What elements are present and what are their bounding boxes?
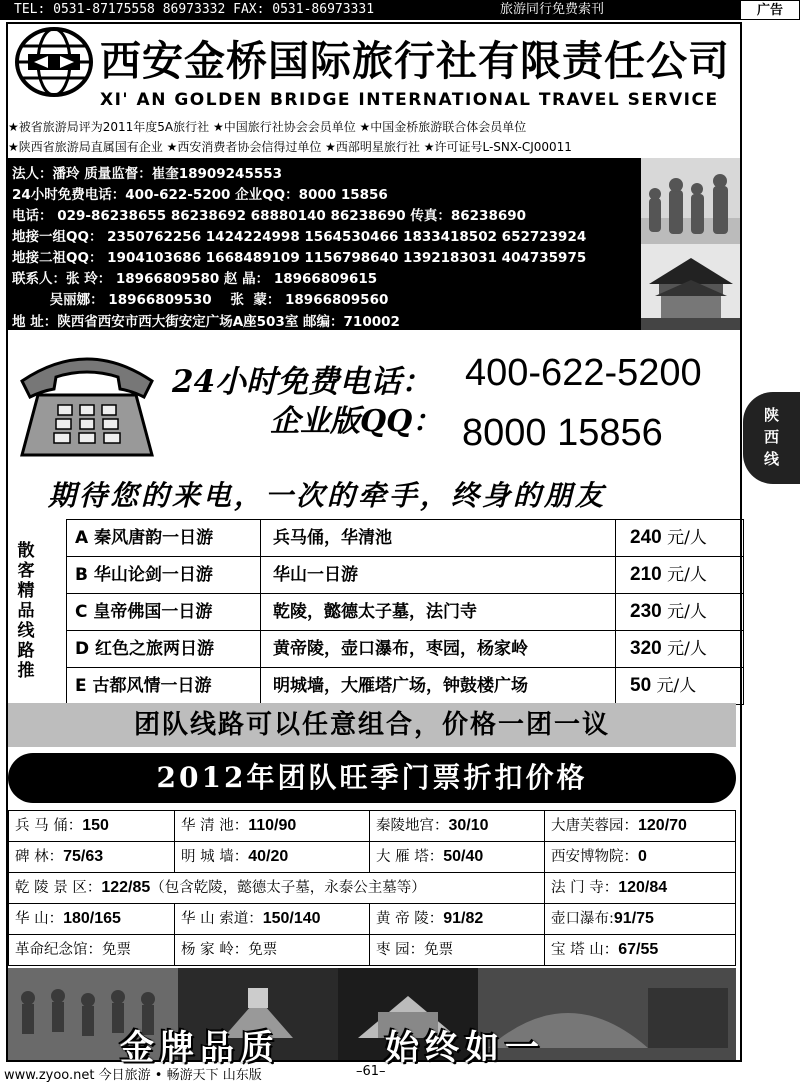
address-line: 地 址：陕西省西安市西大街安定广场A座503室 邮编：710002 (12, 314, 400, 330)
ticket-label: 西安博物院： (551, 849, 638, 865)
route-row (66, 557, 744, 594)
ticket-cell (545, 842, 736, 872)
ticket-cell (8, 842, 175, 872)
ticket-label: 兵 马 俑： (15, 818, 83, 834)
ticket-cell-wide (8, 873, 545, 903)
page-number: –61– (356, 1064, 386, 1079)
route-price-value: 230 (630, 601, 662, 622)
route-name: D 红色之旅两日游 (66, 631, 261, 667)
ad-label: 广告 (740, 0, 800, 20)
ticket-label: 黄 帝 陵： (376, 911, 444, 927)
ticket-value: 50/40 (443, 848, 484, 865)
route-price (616, 557, 744, 593)
side-tab-text: 陕 西 线 (763, 406, 779, 468)
route-price-value: 210 (630, 564, 662, 585)
route-price (616, 594, 744, 630)
ticket-value: 0 (638, 848, 647, 865)
route-row (66, 594, 744, 631)
route-price-value: 320 (630, 638, 662, 659)
route-price-value: 50 (630, 675, 652, 696)
ticket-cell (545, 873, 736, 903)
ticket-cell (545, 935, 736, 965)
combo-banner: 团队线路可以任意组合，价格一团一议 (8, 703, 736, 747)
palace-photo (641, 244, 740, 330)
routes-grid (66, 519, 744, 705)
awards-line-1: ★被省旅游局评为2011年度5A旅行社 ★中国旅行社协会会员单位 ★中国金桥旅游联合体会员单位 (8, 120, 527, 134)
ticket-label: 明 城 墙： (181, 849, 249, 865)
ticket-label: 华 山 索道： (181, 911, 263, 927)
ticket-label: 华 清 池： (181, 818, 249, 834)
ticket-row (8, 935, 736, 966)
route-sites: 华山一日游 (261, 557, 616, 593)
ticket-label: 宝 塔 山： (551, 942, 619, 958)
promo-qq-number: 8000 15856 (462, 412, 663, 454)
free-copy-note: 旅游同行免费索刊 (500, 2, 605, 17)
top-bar (0, 0, 800, 20)
bottom-site-line: www.zyoo.net 今日旅游 • 畅游天下 山东版 (4, 1068, 262, 1083)
ticket-value: 91/82 (443, 910, 484, 927)
ticket-price-table (8, 810, 736, 966)
contact-people-2: 吴丽娜： 18966809530 张 蒙： 18966809560 (12, 292, 389, 308)
terracotta-warriors-photo (641, 158, 740, 244)
ticket-extra: （包含乾陵，懿德太子墓，永泰公主墓等） (150, 880, 426, 896)
ticket-value: 110/90 (248, 817, 297, 834)
route-price-unit: 元/人 (661, 528, 707, 548)
ticket-row (8, 904, 736, 935)
route-price (616, 631, 744, 667)
ticket-label: 革命纪念馆： (15, 942, 102, 958)
ticket-value: 120/70 (638, 817, 687, 834)
company-english-name: XI' AN GOLDEN BRIDGE INTERNATIONAL TRAVEL SERVICE (100, 90, 719, 110)
ticket-cell (8, 904, 175, 934)
route-sites: 明城墙，大雁塔广场，钟鼓楼广场 (261, 668, 616, 704)
ticket-label: 华 山： (15, 911, 64, 927)
company-name: 西安金桥国际旅行社有限责任公司 (100, 37, 730, 85)
ticket-row (8, 873, 736, 904)
contact-info-box (8, 158, 641, 330)
qq-group-2: 地接二祖QQ： 1904103686 1668489109 1156798640 1392183031 404735975 (12, 250, 587, 266)
ticket-row (8, 842, 736, 873)
ticket-value: 免票 (102, 942, 131, 958)
ticket-cell (545, 904, 736, 934)
ticket-label: 壶口瀑布: (551, 911, 614, 927)
hotline-line: 24小时免费电话：400-622-5200 企业QQ：8000 15856 (12, 187, 388, 203)
ticket-cell (8, 811, 175, 841)
contact-line: TEL: 0531-87175558 86973332 FAX: 0531-86973331 (14, 2, 375, 17)
ticket-value: 75/63 (63, 848, 104, 865)
route-name: B 华山论剑一日游 (66, 557, 261, 593)
ticket-value: 150 (82, 817, 109, 834)
ticket-label: 大 雁 塔： (376, 849, 444, 865)
ticket-value: 180/165 (63, 910, 121, 927)
ticket-cell (370, 935, 545, 965)
ticket-cell (370, 811, 545, 841)
ticket-cell (370, 904, 545, 934)
route-price-value: 240 (630, 527, 662, 548)
ticket-cell (370, 842, 545, 872)
ticket-cell (175, 904, 370, 934)
ticket-value: 30/10 (448, 817, 489, 834)
route-sites: 乾陵，懿德太子墓，法门寺 (261, 594, 616, 630)
ticket-value: 91/75 (613, 910, 654, 927)
awards-line-2: ★陕西省旅游局直属国有企业 ★西安消费者协会信得过单位 ★西部明星旅行社 ★许可证号L-SNX-CJ00011 (8, 140, 572, 154)
ticket-cell (175, 935, 370, 965)
ticket-value: 免票 (424, 942, 454, 958)
ticket-value: 150/140 (262, 910, 321, 927)
route-row (66, 520, 744, 557)
promo-hotline-number: 400-622-5200 (465, 352, 702, 394)
route-side-tab (743, 392, 800, 484)
route-name: A 秦风唐韵一日游 (66, 520, 261, 556)
ticket-value: 67/55 (618, 941, 659, 958)
ticket-title-banner: 2012年团队旺季门票折扣价格 (8, 753, 736, 803)
footer-slogan-left: 金牌品质 (120, 1028, 280, 1068)
promo-hotline-label: 24小时免费电话： (172, 364, 433, 400)
ticket-value: 40/20 (248, 848, 289, 865)
route-price-unit: 元/人 (661, 639, 707, 659)
ticket-label: 杨 家 岭： (181, 942, 249, 958)
routes-table (8, 519, 736, 701)
footer-slogan-right: 始终如一 (385, 1028, 545, 1068)
telephone-icon (12, 345, 162, 461)
ticket-cell (175, 811, 370, 841)
phone-line: 电话： 029-86238655 86238692 68880140 86238690 传真：86238690 (12, 208, 527, 224)
promo-qq-label: 企业版QQ： (270, 404, 443, 439)
slogan: 期待您的来电，一次的牵手，终身的朋友 (48, 479, 607, 512)
route-price (616, 668, 744, 704)
route-price-unit: 元/人 (661, 565, 707, 585)
ticket-value: 120/84 (618, 879, 668, 896)
qq-group-1: 地接一组QQ： 2350762256 1424224998 1564530466 1833418502 652723924 (12, 229, 587, 245)
ticket-value: 免票 (248, 942, 278, 958)
ticket-label: 乾 陵 景 区： (15, 880, 102, 896)
route-row (66, 668, 744, 705)
ticket-label: 大唐芙蓉园： (551, 818, 638, 834)
ticket-row (8, 811, 736, 842)
ticket-cell (8, 935, 175, 965)
route-price-unit: 元/人 (661, 602, 707, 622)
route-row (66, 631, 744, 668)
routes-vertical-label: 散客精品线路推 (17, 541, 35, 681)
contact-people-1: 联系人：张 玲： 18966809580 赵 晶： 18966809615 (12, 271, 378, 287)
route-sites: 兵马俑，华清池 (261, 520, 616, 556)
ticket-cell (175, 842, 370, 872)
route-name: C 皇帝佛国一日游 (66, 594, 261, 630)
ticket-label: 枣 园： (376, 942, 425, 958)
route-price-unit: 元/人 (651, 676, 697, 696)
route-price (616, 520, 744, 556)
ticket-label: 碑 林： (15, 849, 64, 865)
route-sites: 黄帝陵，壶口瀑布，枣园，杨家岭 (261, 631, 616, 667)
ticket-cell (545, 811, 736, 841)
globe-logo-icon (14, 26, 94, 98)
legal-person: 法人：潘玲 质量监督：崔奎18909245553 (12, 166, 283, 182)
route-name: E 古都风情一日游 (66, 668, 261, 704)
ticket-label: 秦陵地宫： (376, 818, 449, 834)
ticket-value: 122/85 (101, 879, 151, 896)
ticket-label: 法 门 寺： (551, 880, 619, 896)
footer-photo-collage (8, 968, 736, 1060)
